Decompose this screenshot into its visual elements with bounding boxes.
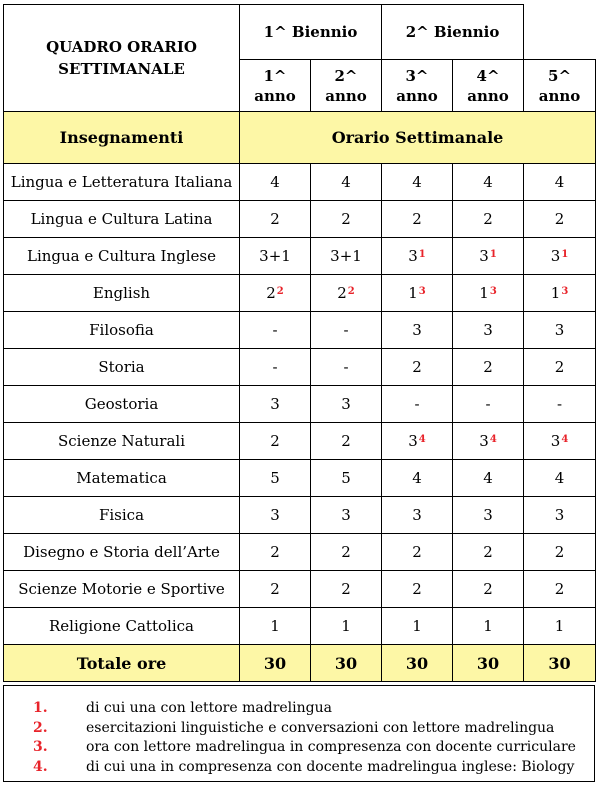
subject-name: Geostoria <box>4 386 240 423</box>
hours-value: 2 <box>554 210 565 228</box>
hours-value: 3 <box>550 247 561 265</box>
hours-value: 2 <box>270 432 280 450</box>
footnote-ref: 3 <box>561 286 569 297</box>
year-number: 2^ <box>334 66 358 85</box>
hours-value: 3+1 <box>259 247 291 265</box>
footnote-item <box>4 758 594 776</box>
hours-value: 3 <box>270 506 280 524</box>
hours-cell <box>382 349 453 386</box>
hours-value: 3 <box>341 506 351 524</box>
year-header-3 <box>382 60 453 112</box>
hours-cell <box>240 534 311 571</box>
subject-name: Disegno e Storia dell’Arte <box>4 534 240 571</box>
biennio1-header: 1^ Biennio <box>240 5 382 60</box>
hours-value: 1 <box>412 617 422 635</box>
hours-cell <box>311 312 382 349</box>
hours-cell <box>524 460 596 497</box>
hours-value: 3 <box>479 432 489 450</box>
year-number: 1^ <box>263 66 287 85</box>
hours-cell <box>311 423 382 460</box>
hours-cell <box>453 534 524 571</box>
total-value: 30 <box>311 645 382 682</box>
hours-value: 2 <box>483 210 493 228</box>
hours-value: - <box>272 358 278 376</box>
total-label: Totale ore <box>4 645 240 682</box>
hours-value: 3+1 <box>330 247 362 265</box>
table-row <box>4 534 596 571</box>
footnote-ref: 4 <box>418 434 426 445</box>
hours-value: 1 <box>270 617 280 635</box>
hours-cell <box>311 534 382 571</box>
hours-cell <box>382 534 453 571</box>
hours-value: 3 <box>408 432 418 450</box>
hours-value: 3 <box>554 321 565 339</box>
year-number: 5^ <box>548 66 572 85</box>
hours-value: - <box>485 395 491 413</box>
year-header-1 <box>240 60 311 112</box>
footnote-text: esercitazioni linguistiche e conversazioni con lettore madrelingua <box>86 720 555 736</box>
hours-cell <box>240 386 311 423</box>
hours-value: 2 <box>412 358 422 376</box>
year-header-2 <box>311 60 382 112</box>
hours-value: 3 <box>408 247 418 265</box>
hours-value: 2 <box>554 580 565 598</box>
hours-value: 1 <box>479 284 489 302</box>
hours-value: 2 <box>412 210 422 228</box>
hours-value: 2 <box>341 543 351 561</box>
footnote-text: ora con lettore madrelingua in compresenza con docente curriculare <box>86 739 576 755</box>
subject-name: Scienze Motorie e Sportive <box>4 571 240 608</box>
subject-name: Lingua e Cultura Latina <box>4 201 240 238</box>
table-row <box>4 571 596 608</box>
hours-value: 5 <box>270 469 280 487</box>
hours-value: 3 <box>483 506 493 524</box>
hours-cell <box>382 460 453 497</box>
hours-cell <box>311 608 382 645</box>
hours-cell <box>311 164 382 201</box>
footnote-ref: 4 <box>561 434 569 445</box>
year-label: anno <box>467 86 509 105</box>
year-header-5 <box>524 60 596 112</box>
hours-value: 2 <box>270 580 280 598</box>
hours-cell <box>311 460 382 497</box>
hours-cell <box>453 460 524 497</box>
subject-name: Lingua e Cultura Inglese <box>4 238 240 275</box>
hours-value: 2 <box>412 543 422 561</box>
table-row <box>4 423 596 460</box>
table-row <box>4 201 596 238</box>
empty-corner <box>524 5 596 60</box>
hours-value: 2 <box>337 284 347 302</box>
table-row <box>4 460 596 497</box>
subject-name: Filosofia <box>4 312 240 349</box>
hours-cell <box>311 497 382 534</box>
total-row <box>4 645 596 682</box>
footnote-ref: 1 <box>418 249 426 260</box>
total-value: 30 <box>524 645 596 682</box>
hours-cell <box>382 423 453 460</box>
year-label: anno <box>254 86 296 105</box>
hours-cell <box>240 460 311 497</box>
hours-cell <box>240 608 311 645</box>
hours-cell <box>240 571 311 608</box>
hours-cell <box>524 423 596 460</box>
hours-cell <box>382 275 453 312</box>
hours-value: 2 <box>483 543 493 561</box>
hours-value: 2 <box>554 358 565 376</box>
hours-value: 4 <box>554 173 565 191</box>
table-row <box>4 238 596 275</box>
hours-cell <box>453 349 524 386</box>
hours-cell <box>240 201 311 238</box>
hours-cell <box>453 275 524 312</box>
hours-cell <box>524 164 596 201</box>
footnote-number: 1. <box>33 700 48 716</box>
hours-value: 2 <box>483 580 493 598</box>
hours-value: - <box>343 321 349 339</box>
hours-value: 3 <box>483 321 493 339</box>
hours-cell <box>382 497 453 534</box>
year-label: anno <box>538 86 581 105</box>
subject-name: Matematica <box>4 460 240 497</box>
hours-cell <box>382 312 453 349</box>
hours-value: 2 <box>341 432 351 450</box>
year-label: anno <box>396 86 438 105</box>
total-value: 30 <box>382 645 453 682</box>
hours-value: - <box>272 321 278 339</box>
hours-cell <box>311 238 382 275</box>
year-number: 3^ <box>405 66 429 85</box>
subject-name: English <box>4 275 240 312</box>
hours-value: 3 <box>550 432 561 450</box>
hours-value: 1 <box>550 284 561 302</box>
footnote-number: 3. <box>33 739 48 755</box>
hours-value: 2 <box>341 580 351 598</box>
hours-cell <box>524 238 596 275</box>
subject-name: Storia <box>4 349 240 386</box>
footnote-text: di cui una con lettore madrelingua <box>86 700 332 716</box>
hours-value: 2 <box>341 210 351 228</box>
table-row <box>4 164 596 201</box>
hours-cell <box>524 349 596 386</box>
hours-cell <box>382 608 453 645</box>
hours-cell <box>311 571 382 608</box>
hours-cell <box>311 386 382 423</box>
table-row <box>4 386 596 423</box>
hours-value: - <box>556 395 563 413</box>
table-row <box>4 497 596 534</box>
hours-value: 1 <box>408 284 418 302</box>
hours-cell <box>382 201 453 238</box>
hours-value: 2 <box>270 543 280 561</box>
table-row <box>4 312 596 349</box>
hours-cell <box>453 238 524 275</box>
year-number: 4^ <box>476 66 500 85</box>
hours-value: 2 <box>266 284 276 302</box>
hours-cell <box>240 349 311 386</box>
footnote-ref: 1 <box>489 249 497 260</box>
footnote-item <box>4 719 594 737</box>
hours-cell <box>240 423 311 460</box>
hours-cell <box>524 386 596 423</box>
hours-cell <box>524 497 596 534</box>
hours-cell <box>453 386 524 423</box>
orario-header: Orario Settimanale <box>240 112 596 164</box>
hours-cell <box>453 164 524 201</box>
hours-value: 1 <box>483 617 493 635</box>
table-row <box>4 275 596 312</box>
subject-name: Religione Cattolica <box>4 608 240 645</box>
subject-name: Scienze Naturali <box>4 423 240 460</box>
hours-cell <box>311 201 382 238</box>
subject-name: Fisica <box>4 497 240 534</box>
hours-cell <box>524 534 596 571</box>
hours-value: 2 <box>270 210 280 228</box>
year-label: anno <box>325 86 367 105</box>
hours-cell <box>240 497 311 534</box>
hours-value: 2 <box>554 543 565 561</box>
table-row <box>4 349 596 386</box>
footnote-text: di cui una in compresenza con docente madrelingua inglese: Biology <box>86 759 575 775</box>
hours-value: 3 <box>479 247 489 265</box>
footnote-ref: 4 <box>489 434 497 445</box>
hours-cell <box>453 571 524 608</box>
hours-value: 3 <box>270 395 280 413</box>
hours-cell <box>382 571 453 608</box>
footnote-ref: 3 <box>489 286 497 297</box>
hours-value: 4 <box>483 173 493 191</box>
subject-name: Lingua e Letteratura Italiana <box>4 164 240 201</box>
hours-value: 4 <box>270 173 280 191</box>
hours-value: - <box>343 358 349 376</box>
hours-value: 2 <box>483 358 493 376</box>
footnote-ref: 2 <box>347 286 355 297</box>
hours-cell <box>453 312 524 349</box>
footnote-item <box>4 738 594 756</box>
hours-cell <box>382 238 453 275</box>
footnote-number: 2. <box>33 720 48 736</box>
hours-cell <box>240 238 311 275</box>
total-value: 30 <box>453 645 524 682</box>
hours-cell <box>524 608 596 645</box>
hours-value: 1 <box>341 617 351 635</box>
weekly-schedule-table <box>3 4 596 682</box>
hours-cell <box>382 164 453 201</box>
hours-value: - <box>414 395 420 413</box>
hours-value: 4 <box>483 469 493 487</box>
hours-value: 3 <box>341 395 351 413</box>
hours-cell <box>524 201 596 238</box>
table-row <box>4 608 596 645</box>
hours-cell <box>240 164 311 201</box>
footnote-ref: 2 <box>276 286 284 297</box>
hours-cell <box>311 275 382 312</box>
hours-value: 4 <box>341 173 351 191</box>
hours-cell <box>240 275 311 312</box>
footnote-ref: 1 <box>561 249 569 260</box>
hours-value: 4 <box>412 173 422 191</box>
footnote-item <box>4 699 594 717</box>
hours-cell <box>453 201 524 238</box>
hours-cell <box>524 571 596 608</box>
year-header-4 <box>453 60 524 112</box>
footnote-number: 4. <box>33 759 48 775</box>
hours-cell <box>453 608 524 645</box>
hours-cell <box>453 497 524 534</box>
hours-cell <box>453 423 524 460</box>
hours-value: 4 <box>412 469 422 487</box>
insegnamenti-header: Insegnamenti <box>4 112 240 164</box>
hours-cell <box>524 275 596 312</box>
hours-cell <box>524 312 596 349</box>
hours-value: 4 <box>554 469 565 487</box>
hours-value: 3 <box>412 506 422 524</box>
total-value: 30 <box>240 645 311 682</box>
hours-cell <box>382 386 453 423</box>
hours-value: 2 <box>412 580 422 598</box>
biennio2-header: 2^ Biennio <box>382 5 524 60</box>
footnotes <box>3 685 595 782</box>
table-title: QUADRO ORARIO SETTIMANALE <box>4 5 240 112</box>
hours-value: 3 <box>554 506 565 524</box>
footnote-ref: 3 <box>418 286 426 297</box>
hours-value: 1 <box>554 617 565 635</box>
hours-value: 3 <box>412 321 422 339</box>
hours-value: 5 <box>341 469 351 487</box>
hours-cell <box>311 349 382 386</box>
hours-cell <box>240 312 311 349</box>
